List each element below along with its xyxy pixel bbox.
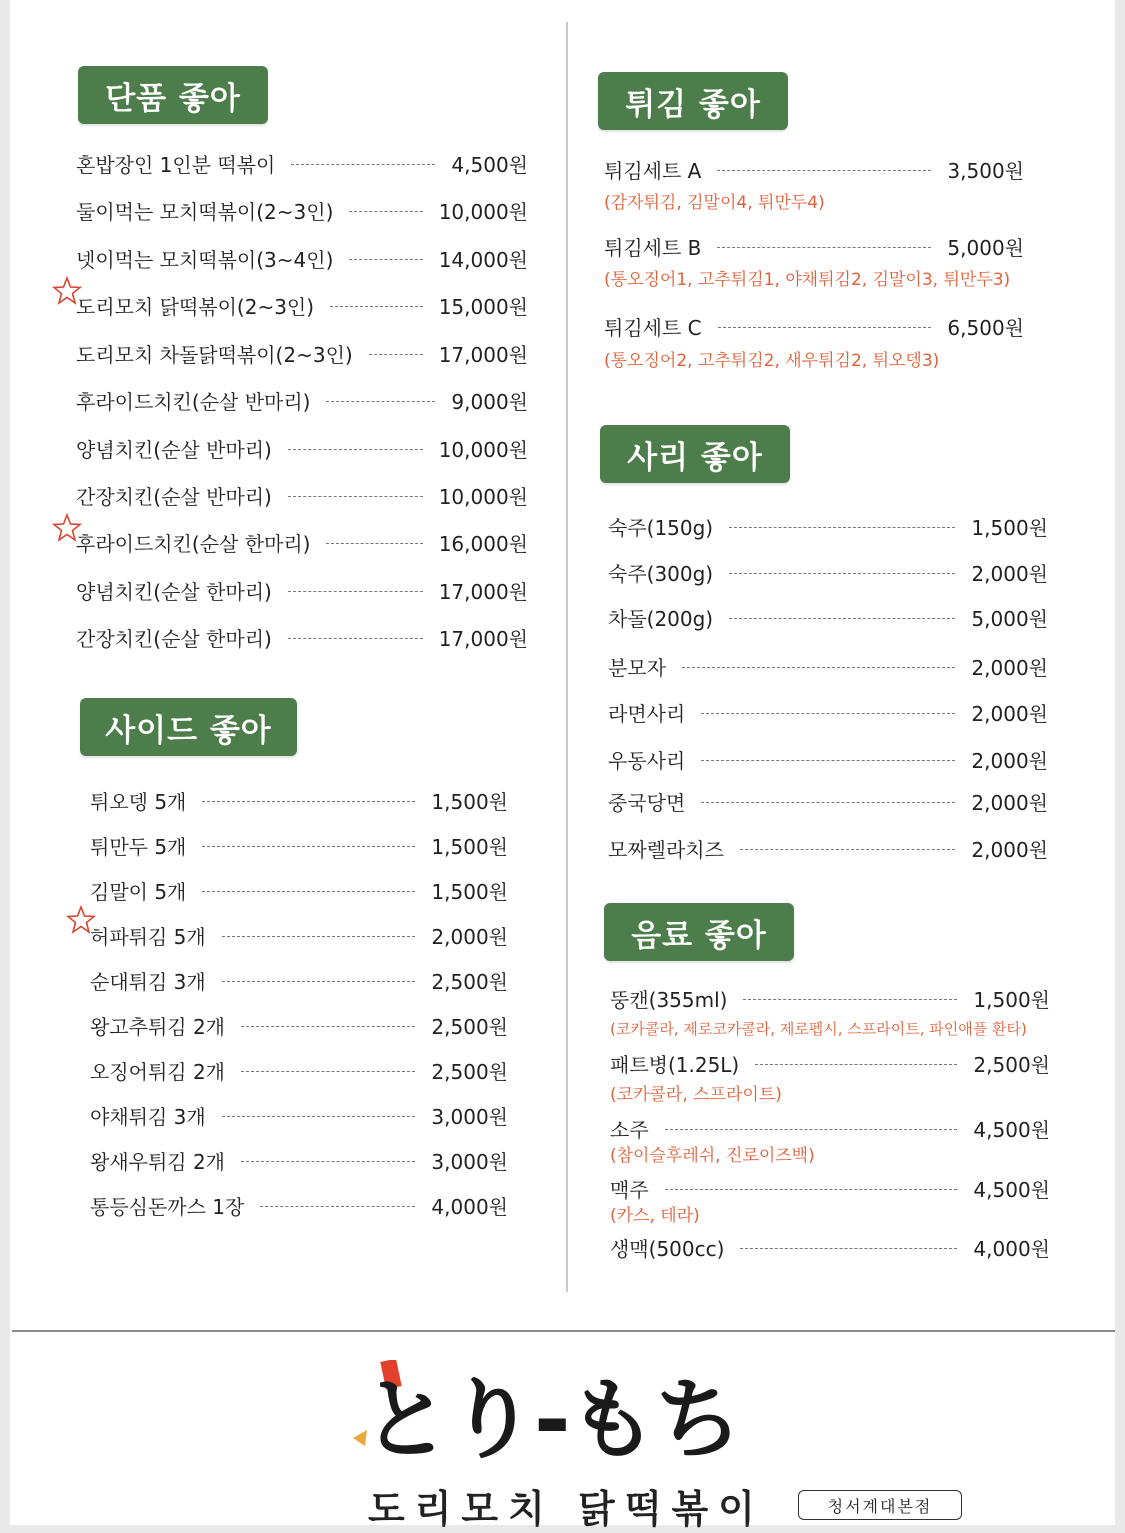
menu-item-name: 넷이먹는 모치떡볶이(3~4인) bbox=[76, 247, 334, 272]
menu-item-detail: (코카콜라, 스프라이트) bbox=[610, 1085, 782, 1105]
leader-dots bbox=[260, 1206, 415, 1207]
leader-dots bbox=[743, 999, 957, 1000]
menu-item bbox=[90, 1190, 508, 1220]
menu-item-price: 4,000원 bbox=[431, 1194, 508, 1219]
menu-item bbox=[76, 527, 528, 557]
brand-logo-text: とり-もち bbox=[362, 1368, 741, 1471]
menu-item bbox=[90, 965, 508, 995]
leader-dots bbox=[241, 1026, 415, 1027]
menu-item-price: 2,000원 bbox=[971, 655, 1048, 680]
menu-item bbox=[76, 480, 528, 510]
leader-dots bbox=[717, 170, 931, 171]
menu-item bbox=[90, 830, 508, 860]
menu-item-name: 도리모치 닭떡볶이(2~3인) bbox=[76, 294, 315, 319]
menu-item-name: 양념치킨(순살 한마리) bbox=[76, 579, 272, 604]
menu-item bbox=[608, 602, 1048, 632]
menu-item-price: 3,000원 bbox=[431, 1149, 508, 1174]
menu-item-name: 간장치킨(순살 반마리) bbox=[76, 484, 272, 509]
menu-item-name: 순대튀김 3개 bbox=[90, 969, 206, 994]
menu-item-price: 10,000원 bbox=[438, 437, 528, 462]
menu-item bbox=[90, 920, 508, 950]
menu-item-price: 2,000원 bbox=[971, 701, 1048, 726]
menu-item-price: 4,500원 bbox=[973, 1117, 1050, 1142]
menu-item-price: 2,500원 bbox=[431, 969, 508, 994]
menu-item-name: 숙주(150g) bbox=[608, 515, 714, 540]
twigim-section-title: 튀김 좋아 bbox=[598, 72, 788, 130]
menu-item bbox=[90, 785, 508, 815]
menu-item-price: 5,000원 bbox=[971, 606, 1048, 631]
menu-item-name: 라면사리 bbox=[608, 701, 686, 726]
leader-dots bbox=[222, 936, 416, 937]
menu-item-price: 9,000원 bbox=[451, 389, 528, 414]
leader-dots bbox=[202, 846, 415, 847]
menu-item-price: 1,500원 bbox=[431, 879, 508, 904]
menu-item-name: 중국당면 bbox=[608, 790, 686, 815]
menu-item-price: 17,000원 bbox=[438, 579, 528, 604]
menu-item-name: 생맥(500cc) bbox=[610, 1236, 725, 1261]
menu-item bbox=[90, 1100, 508, 1130]
menu-item bbox=[604, 154, 1024, 184]
menu-item bbox=[608, 833, 1048, 863]
menu-item-detail: (감자튀김, 김말이4, 튀만두4) bbox=[604, 193, 825, 213]
leader-dots bbox=[701, 802, 955, 803]
menu-item bbox=[604, 311, 1024, 341]
menu-item-name: 맥주 bbox=[610, 1177, 649, 1202]
menu-item-name: 도리모치 차돌닭떡볶이(2~3인) bbox=[76, 342, 353, 367]
menu-item-name: 튀김세트 C bbox=[604, 315, 702, 340]
leader-dots bbox=[291, 164, 435, 165]
menu-item-name: 혼밥장인 1인분 떡볶이 bbox=[76, 152, 276, 177]
menu-item-detail: (참이슬후레쉬, 진로이즈백) bbox=[610, 1146, 815, 1166]
leader-dots bbox=[288, 496, 423, 497]
menu-item-name: 숙주(300g) bbox=[608, 561, 714, 586]
menu-item-price: 2,000원 bbox=[431, 924, 508, 949]
menu-item-name: 우동사리 bbox=[608, 748, 686, 773]
menu-item-name: 튀김세트 A bbox=[604, 158, 702, 183]
leader-dots bbox=[241, 1071, 415, 1072]
leader-dots bbox=[326, 543, 422, 544]
menu-item-name: 패트병(1.25L) bbox=[610, 1052, 740, 1077]
leader-dots bbox=[717, 247, 931, 248]
menu-item bbox=[76, 433, 528, 463]
danpum-section-title: 단품 좋아 bbox=[78, 66, 268, 124]
leader-dots bbox=[665, 1129, 958, 1130]
menu-item-price: 1,500원 bbox=[971, 515, 1048, 540]
menu-item bbox=[608, 511, 1048, 541]
menu-item bbox=[610, 1232, 1050, 1262]
menu-item bbox=[608, 651, 1048, 681]
menu-item-detail: (코카콜라, 제로코카콜라, 제로펩시, 스프라이트, 파인애플 환타) bbox=[610, 1020, 1027, 1038]
leader-dots bbox=[701, 713, 955, 714]
menu-item-price: 1,500원 bbox=[431, 789, 508, 814]
leader-dots bbox=[330, 306, 423, 307]
menu-item-name: 양념치킨(순살 반마리) bbox=[76, 437, 272, 462]
menu-item-price: 2,500원 bbox=[973, 1052, 1050, 1077]
menu-item-name: 튀만두 5개 bbox=[90, 834, 187, 859]
menu-item bbox=[604, 231, 1024, 261]
menu-item-name: 통등심돈까스 1장 bbox=[90, 1194, 245, 1219]
menu-item bbox=[76, 575, 528, 605]
menu-item-name: 튀오뎅 5개 bbox=[90, 789, 187, 814]
leader-dots bbox=[682, 667, 955, 668]
menu-item-price: 2,000원 bbox=[971, 561, 1048, 586]
star-icon bbox=[52, 276, 82, 306]
menu-item bbox=[608, 744, 1048, 774]
brand-name: 도리모치 닭떡볶이 bbox=[368, 1486, 765, 1531]
menu-item-detail: (통오징어2, 고추튀김2, 새우튀김2, 튀오뎅3) bbox=[604, 351, 940, 371]
menu-item-name: 김말이 5개 bbox=[90, 879, 187, 904]
menu-item bbox=[76, 148, 528, 178]
menu-item bbox=[76, 290, 528, 320]
menu-item bbox=[90, 1010, 508, 1040]
menu-item-price: 5,000원 bbox=[947, 235, 1024, 260]
leader-dots bbox=[202, 891, 415, 892]
leader-dots bbox=[755, 1064, 957, 1065]
menu-item-price: 17,000원 bbox=[438, 626, 528, 651]
menu-item bbox=[610, 1113, 1050, 1143]
leader-dots bbox=[222, 1116, 416, 1117]
menu-item bbox=[76, 622, 528, 652]
menu-item-price: 17,000원 bbox=[438, 342, 528, 367]
footer-divider bbox=[12, 1330, 1115, 1332]
menu-item-price: 2,000원 bbox=[971, 790, 1048, 815]
leader-dots bbox=[288, 591, 423, 592]
leader-dots bbox=[288, 638, 423, 639]
menu-item-price: 2,000원 bbox=[971, 837, 1048, 862]
menu-item-price: 4,000원 bbox=[973, 1236, 1050, 1261]
star-icon bbox=[52, 513, 82, 543]
leader-dots bbox=[729, 527, 955, 528]
leader-dots bbox=[665, 1189, 958, 1190]
menu-item-price: 14,000원 bbox=[438, 247, 528, 272]
menu-item-price: 3,000원 bbox=[431, 1104, 508, 1129]
menu-item bbox=[610, 983, 1050, 1013]
leader-dots bbox=[349, 211, 422, 212]
menu-item bbox=[610, 1173, 1050, 1203]
leader-dots bbox=[729, 618, 955, 619]
menu-item-name: 소주 bbox=[610, 1117, 649, 1142]
menu-item-name: 간장치킨(순살 한마리) bbox=[76, 626, 272, 651]
menu-item bbox=[90, 1055, 508, 1085]
menu-item bbox=[608, 557, 1048, 587]
side-section-title: 사이드 좋아 bbox=[80, 698, 297, 756]
leader-dots bbox=[222, 981, 416, 982]
menu-item-name: 뚱캔(355ml) bbox=[610, 987, 728, 1012]
menu-item bbox=[90, 875, 508, 905]
menu-item-price: 2,500원 bbox=[431, 1059, 508, 1084]
menu-item-name: 왕고추튀김 2개 bbox=[90, 1014, 226, 1039]
menu-item-name: 오징어튀김 2개 bbox=[90, 1059, 226, 1084]
menu-item bbox=[608, 786, 1048, 816]
menu-item-price: 15,000원 bbox=[438, 294, 528, 319]
menu-item-price: 3,500원 bbox=[947, 158, 1024, 183]
leader-dots bbox=[369, 354, 423, 355]
menu-item-name: 허파튀김 5개 bbox=[90, 924, 206, 949]
leader-dots bbox=[718, 327, 932, 328]
menu-item-price: 4,500원 bbox=[451, 152, 528, 177]
menu-item-detail: (카스, 테라) bbox=[610, 1206, 700, 1226]
menu-item-price: 10,000원 bbox=[438, 199, 528, 224]
branch-badge: 청서계대본점 bbox=[798, 1490, 962, 1520]
menu-item bbox=[76, 243, 528, 273]
leader-dots bbox=[241, 1161, 415, 1162]
menu-item-price: 6,500원 bbox=[947, 315, 1024, 340]
leader-dots bbox=[202, 801, 415, 802]
drinks-section-title: 음료 좋아 bbox=[604, 903, 794, 961]
menu-item bbox=[76, 338, 528, 368]
leader-dots bbox=[288, 449, 423, 450]
leader-dots bbox=[349, 259, 422, 260]
menu-item bbox=[90, 1145, 508, 1175]
leader-dots bbox=[729, 573, 955, 574]
leader-dots bbox=[326, 401, 435, 402]
menu-item bbox=[76, 385, 528, 415]
menu-item-name: 모짜렐라치즈 bbox=[608, 837, 724, 862]
column-divider bbox=[566, 22, 568, 1292]
menu-item-price: 4,500원 bbox=[973, 1177, 1050, 1202]
sari-section-title: 사리 좋아 bbox=[600, 425, 790, 483]
menu-item-name: 후라이드치킨(순살 반마리) bbox=[76, 389, 311, 414]
menu-item-name: 차돌(200g) bbox=[608, 606, 714, 631]
menu-item-name: 야채튀김 3개 bbox=[90, 1104, 206, 1129]
menu-item bbox=[608, 697, 1048, 727]
menu-item-detail: (통오징어1, 고추튀김1, 야채튀김2, 김말이3, 튀만두3) bbox=[604, 270, 1011, 290]
leader-dots bbox=[740, 1248, 957, 1249]
menu-item-name: 분모자 bbox=[608, 655, 666, 680]
leader-dots bbox=[740, 849, 956, 850]
menu-item-name: 왕새우튀김 2개 bbox=[90, 1149, 226, 1174]
leader-dots bbox=[701, 760, 955, 761]
menu-item-name: 후라이드치킨(순살 한마리) bbox=[76, 531, 311, 556]
menu-item-name: 둘이먹는 모치떡볶이(2~3인) bbox=[76, 199, 334, 224]
menu-item-price: 2,000원 bbox=[971, 748, 1048, 773]
menu-item-price: 2,500원 bbox=[431, 1014, 508, 1039]
menu-item bbox=[76, 195, 528, 225]
menu-item-name: 튀김세트 B bbox=[604, 235, 702, 260]
menu-item-price: 16,000원 bbox=[438, 531, 528, 556]
menu-item bbox=[610, 1048, 1050, 1078]
menu-item-price: 10,000원 bbox=[438, 484, 528, 509]
menu-item-price: 1,500원 bbox=[431, 834, 508, 859]
menu-item-price: 1,500원 bbox=[973, 987, 1050, 1012]
